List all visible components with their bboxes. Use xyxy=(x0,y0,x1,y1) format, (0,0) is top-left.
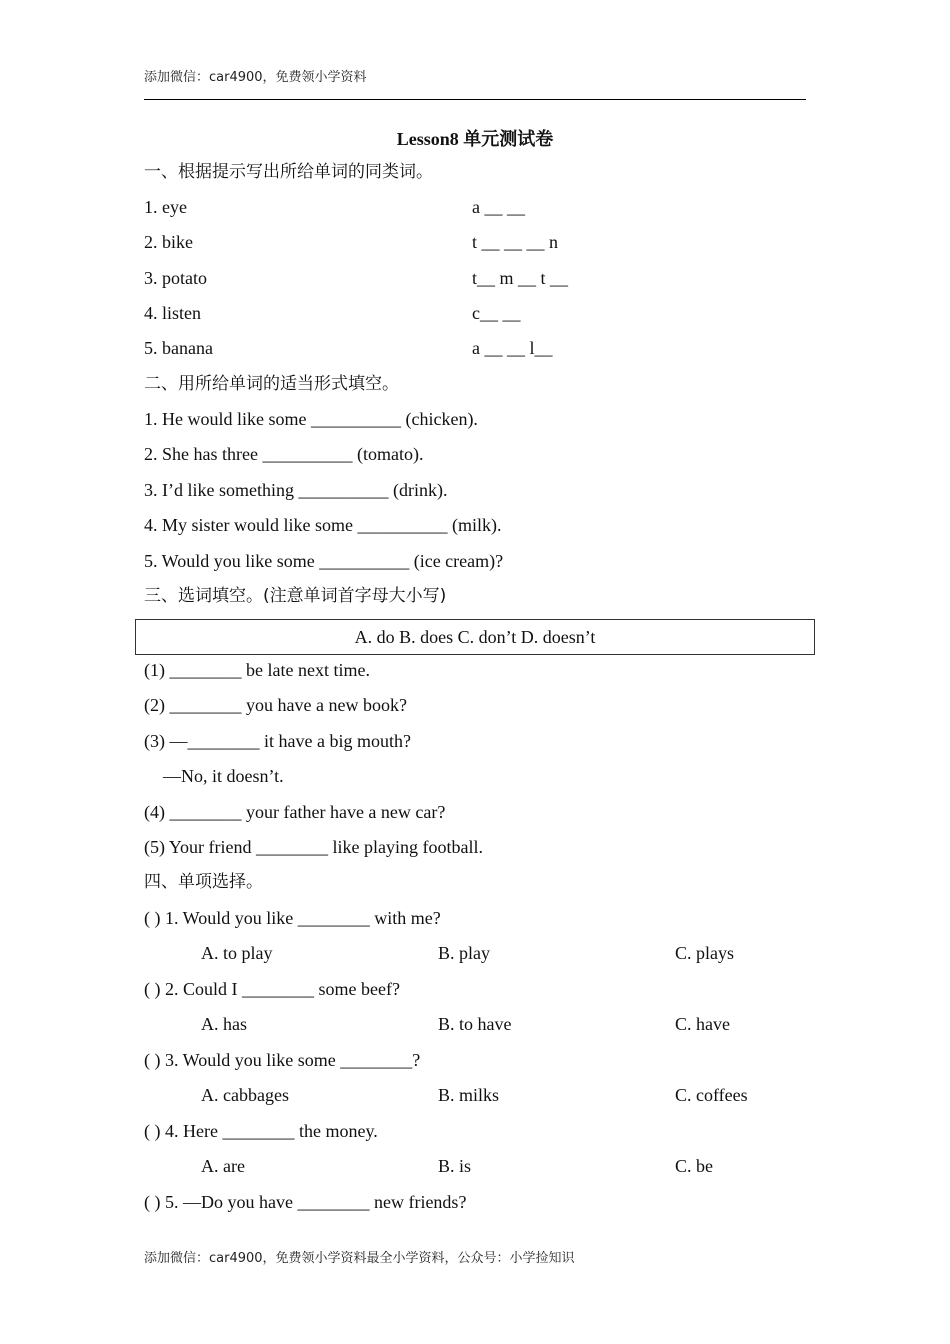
s1-word-3: 3. potato xyxy=(144,268,207,288)
s4-q1-option-a: A. to play xyxy=(201,943,273,963)
s4-q3-option-c: C. coffees xyxy=(675,1085,748,1105)
s1-hint-5: a __ __ l__ xyxy=(472,338,553,358)
s4-q2-option-b: B. to have xyxy=(438,1014,512,1034)
section3-heading: 三、选词填空。(注意单词首字母大小写) xyxy=(144,586,447,606)
s4-q3-option-a: A. cabbages xyxy=(201,1085,289,1105)
s4-q4-option-a: A. are xyxy=(201,1156,245,1176)
s3-item-3-answer: —No, it doesn’t. xyxy=(163,766,284,786)
s2-item-2: 2. She has three __________ (tomato). xyxy=(144,444,424,464)
s1-hint-2: t __ __ __ n xyxy=(472,232,559,252)
s4-q2-option-c: C. have xyxy=(675,1014,730,1034)
s1-word-5: 5. banana xyxy=(144,338,213,358)
s2-item-4: 4. My sister would like some __________ (milk). xyxy=(144,515,502,535)
s1-word-2: 2. bike xyxy=(144,232,193,252)
s1-hint-1: a __ __ xyxy=(472,197,525,217)
word-bank-box: A. do B. does C. don’t D. doesn’t xyxy=(135,619,815,655)
s4-question-3: ( ) 3. Would you like some ________? xyxy=(144,1050,421,1070)
s1-word-1: 1. eye xyxy=(144,197,187,217)
s1-word-4: 4. listen xyxy=(144,303,201,323)
s4-q4-option-c: C. be xyxy=(675,1156,713,1176)
s4-q3-option-b: B. milks xyxy=(438,1085,500,1105)
s3-item-1: (1) ________ be late next time. xyxy=(144,660,370,680)
s3-item-5: (5) Your friend ________ like playing football. xyxy=(144,837,483,857)
page-footer: 添加微信：car4900，免费领小学资料最全小学资料，公众号：小学捡知识 xyxy=(144,1251,575,1266)
s4-q4-option-b: B. is xyxy=(438,1156,472,1176)
s1-hint-3: t__ m __ t __ xyxy=(472,268,569,288)
s3-item-3: (3) —________ it have a big mouth? xyxy=(144,731,411,751)
s1-hint-4: c__ __ xyxy=(472,303,521,323)
s4-question-2: ( ) 2. Could I ________ some beef? xyxy=(144,979,400,999)
section1-heading: 一、根据提示写出所给单词的同类词。 xyxy=(144,162,433,182)
s2-item-5: 5. Would you like some __________ (ice cream)? xyxy=(144,551,504,571)
s3-item-4: (4) ________ your father have a new car? xyxy=(144,802,446,822)
s4-q2-option-a: A. has xyxy=(201,1014,247,1034)
s4-q1-option-b: B. play xyxy=(438,943,490,963)
s2-item-3: 3. I’d like something __________ (drink). xyxy=(144,480,448,500)
page-title: Lesson8 单元测试卷 xyxy=(396,129,554,149)
s4-question-4: ( ) 4. Here ________ the money. xyxy=(144,1121,378,1141)
s4-question-1: ( ) 1. Would you like ________ with me? xyxy=(144,908,441,928)
header-divider xyxy=(144,99,806,100)
section2-heading: 二、用所给单词的适当形式填空。 xyxy=(144,374,399,394)
s2-item-1: 1. He would like some __________ (chicken). xyxy=(144,409,478,429)
page-header: 添加微信：car4900，免费领小学资料 xyxy=(144,70,367,85)
s4-question-5: ( ) 5. —Do you have ________ new friends? xyxy=(144,1192,467,1212)
section4-heading: 四、单项选择。 xyxy=(144,872,263,892)
s4-q1-option-c: C. plays xyxy=(675,943,735,963)
s3-item-2: (2) ________ you have a new book? xyxy=(144,695,407,715)
